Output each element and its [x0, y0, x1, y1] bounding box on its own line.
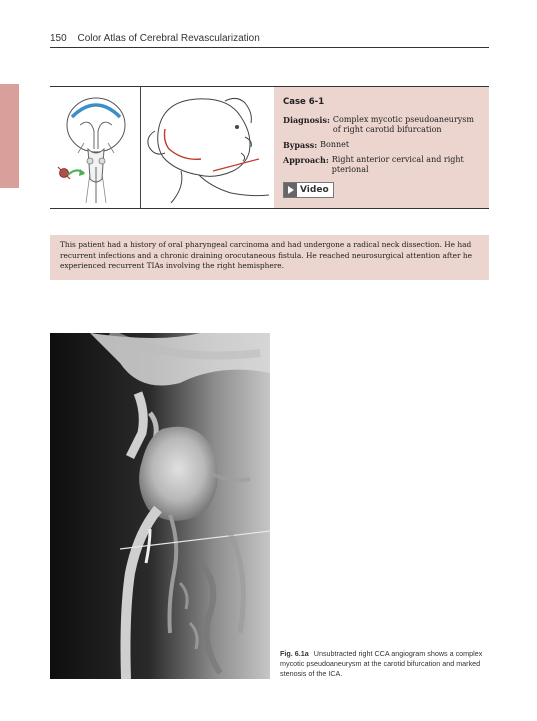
patient-history-box: This patient had a history of oral pharyngeal carcinoma and had undergone a radical neck dissection. He had recurrent infections and a chronic draining orocutaneous fistula. He reached neurosurgical attention after he experienced recurrent TIAs involving the right hemisphere. [50, 235, 489, 280]
case-box [50, 86, 489, 209]
running-header [50, 33, 260, 44]
bypass-value: Bonnet [320, 140, 350, 149]
book-title: Color Atlas of Cerebral Revascularization [77, 33, 260, 44]
chapter-side-tab [0, 84, 19, 188]
head-position-illustration [141, 87, 274, 208]
figure-label: Fig. 6.1a [280, 649, 309, 658]
case-title: Case 6-1 [283, 97, 325, 107]
bypass-label: Bypass: [283, 140, 318, 150]
page-number: 150 [50, 33, 67, 44]
angiogram-image [50, 333, 270, 679]
video-label: Video [300, 185, 329, 195]
approach-row [283, 155, 483, 175]
video-button[interactable] [283, 182, 334, 198]
bypass-illustration [50, 87, 140, 208]
figure-caption-text: Unsubtracted right CCA angiogram shows a complex mycotic pseudoaneurysm at the carotid bifurcation and marked stenosis of the ICA. [280, 649, 483, 678]
approach-label: Approach: [283, 155, 329, 165]
bypass-row [283, 140, 483, 150]
diagnosis-row [283, 115, 483, 135]
header-rule [50, 47, 489, 48]
approach-value: Right anterior cervical and right pterional [331, 155, 464, 174]
diagnosis-label: Diagnosis: [283, 115, 330, 125]
figure-caption [280, 649, 492, 679]
play-icon [284, 183, 297, 197]
diagnosis-value: Complex mycotic pseudoaneurysm of right carotid bifurcation [332, 115, 474, 134]
case-info-panel [274, 87, 489, 208]
